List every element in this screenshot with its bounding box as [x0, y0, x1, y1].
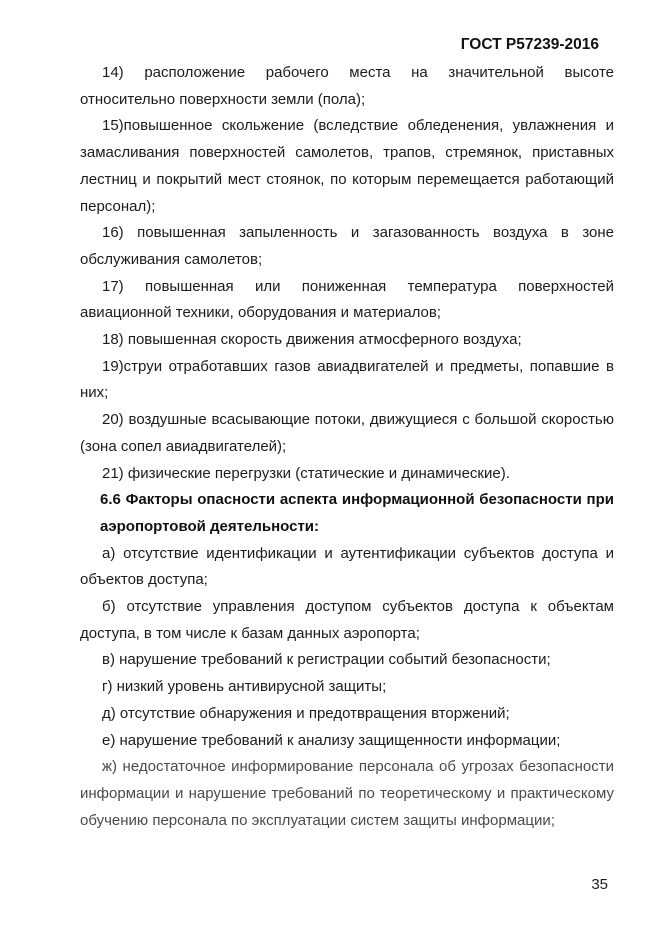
document-body — [80, 60, 614, 834]
list-item-19: 19)струи отработавших газов авиадвигателей и предметы, попавшие в них; — [80, 357, 614, 402]
list-item-18: 18) повышенная скорость движения атмосферного воздуха; — [102, 331, 522, 349]
list-item-d: д) отсутствие обнаружения и предотвращения вторжений; — [102, 704, 510, 722]
list-item-v: в) нарушение требований к регистрации событий безопасности; — [102, 651, 551, 669]
list-item-20: 20) воздушные всасывающие потоки, движущиеся с большой скоростью (зона сопел авиадвигателей); — [80, 411, 614, 455]
list-item-e: е) нарушение требований к анализу защищенности информации; — [102, 731, 561, 749]
list-item-a: а) отсутствие идентификации и аутентификации субъектов доступа и объектов доступа; — [80, 544, 614, 589]
list-item-b: б) отсутствие управления доступом субъектов доступа к объектам доступа, в том числе к базам данных аэропорта; — [80, 598, 614, 642]
list-item-17: 17) повышенная или пониженная температура поверхностей авиационной техники, оборудования и материалов; — [80, 277, 614, 322]
page-number: 35 — [591, 876, 608, 893]
section-heading: 6.6 Факторы опасности аспекта информационной безопасности при аэропортовой деятельности: — [100, 491, 614, 535]
list-item-14: 14) расположение рабочего места на значительной высоте относительно поверхности земли (пола); — [80, 64, 614, 108]
list-item-21: 21) физические перегрузки (статические и динамические). — [102, 464, 510, 482]
list-item-16: 16) повышенная запыленность и загазованность воздуха в зоне обслуживания самолетов; — [80, 224, 614, 268]
list-item-g: г) низкий уровень антивирусной защиты; — [102, 678, 387, 696]
list-item-15: 15)повышенное скольжение (вследствие обледенения, увлажнения и замасливания поверхностей самолетов, трапов, стремянок, приставных лестниц и покрытий мест стоянок, по которым перемещается работающий персонал); — [80, 117, 614, 215]
list-item-zh: ж) недостаточное информирование персонала об угрозах безопасности информации и нарушение требований по теоретическому и практическому обучению персонала по эксплуатации систем защиты информации; — [80, 758, 614, 829]
document-header: ГОСТ Р57239-2016 — [460, 36, 599, 53]
